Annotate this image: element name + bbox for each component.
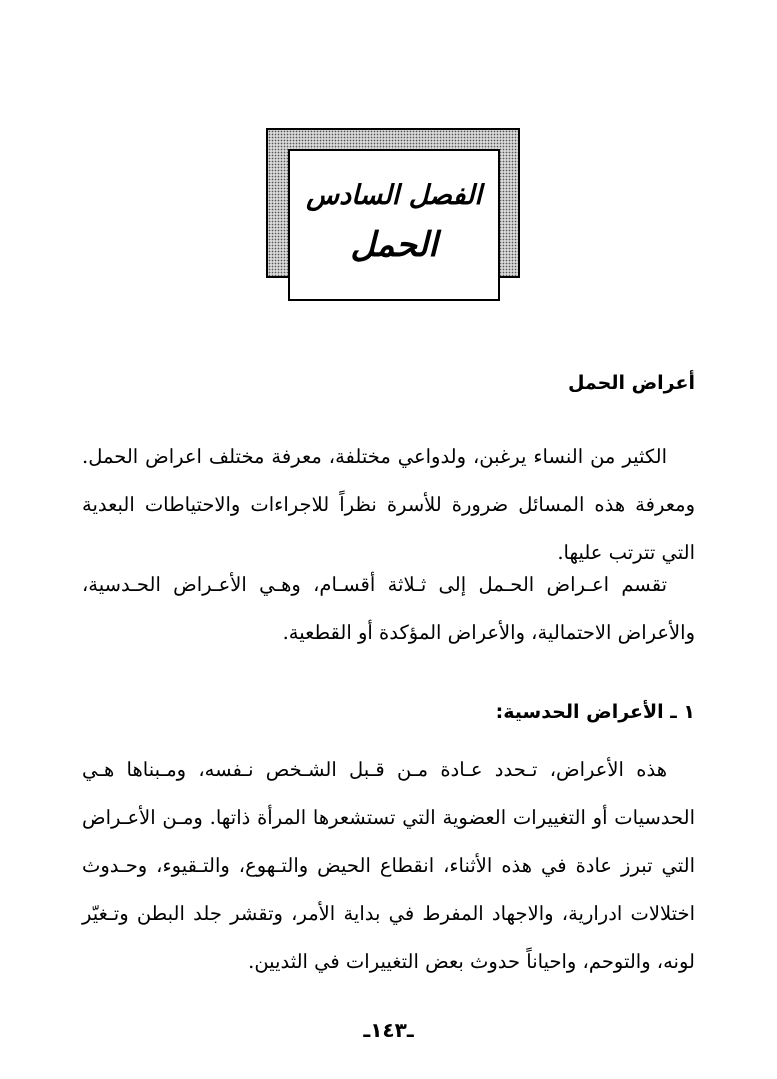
section-heading: أعراض الحمل [567,372,695,394]
chapter-title-box [288,149,500,301]
subsection-heading: ١ ـ الأعراض الحدسية: [495,701,695,723]
intro-paragraph-2: تقسم اعـراض الحـمل إلى ثـلاثة أقسـام، وهـي الأعـراض الحـدسية، والأعراض الاحتمالية، والأعراض المؤكدة أو القطعية. [82,573,695,644]
chapter-title: الفصل السادس [306,180,482,212]
chapter-subtitle: الحمل [350,224,438,265]
intro-paragraph-1: الكثير من النساء يرغبن، ولدواعي مختلفة، معرفة مختلف اعراض الحمل. ومعرفة هذه المسائل ضرورة للأسرة نظراً للاجراءات والاحتياطات البعدية التي تترتب عليها. [82,445,695,564]
page-number: ـ١٤٣ـ [363,1018,414,1042]
subsection-paragraph: هذه الأعراض، تـحدد عـادة مـن قـبل الشـخص نـفسه، ومـبناها هـي الحدسيات أو التغييرات العضوية التي تستشعرها المرأة ذاتها. ومـن الأعـراض التي تبرز عادة في هذه الأثناء، انقطاع الحيض والتـهوع، والتـقيوء، وحـدوث اختلالات ادرارية، والاجهاد المفرط في بداية الأمر، وتقشر جلد البطن وتـغيّر لونه، والتوحم، واحياناً حدوث بعض التغييرات في الثديين. [82,758,695,973]
